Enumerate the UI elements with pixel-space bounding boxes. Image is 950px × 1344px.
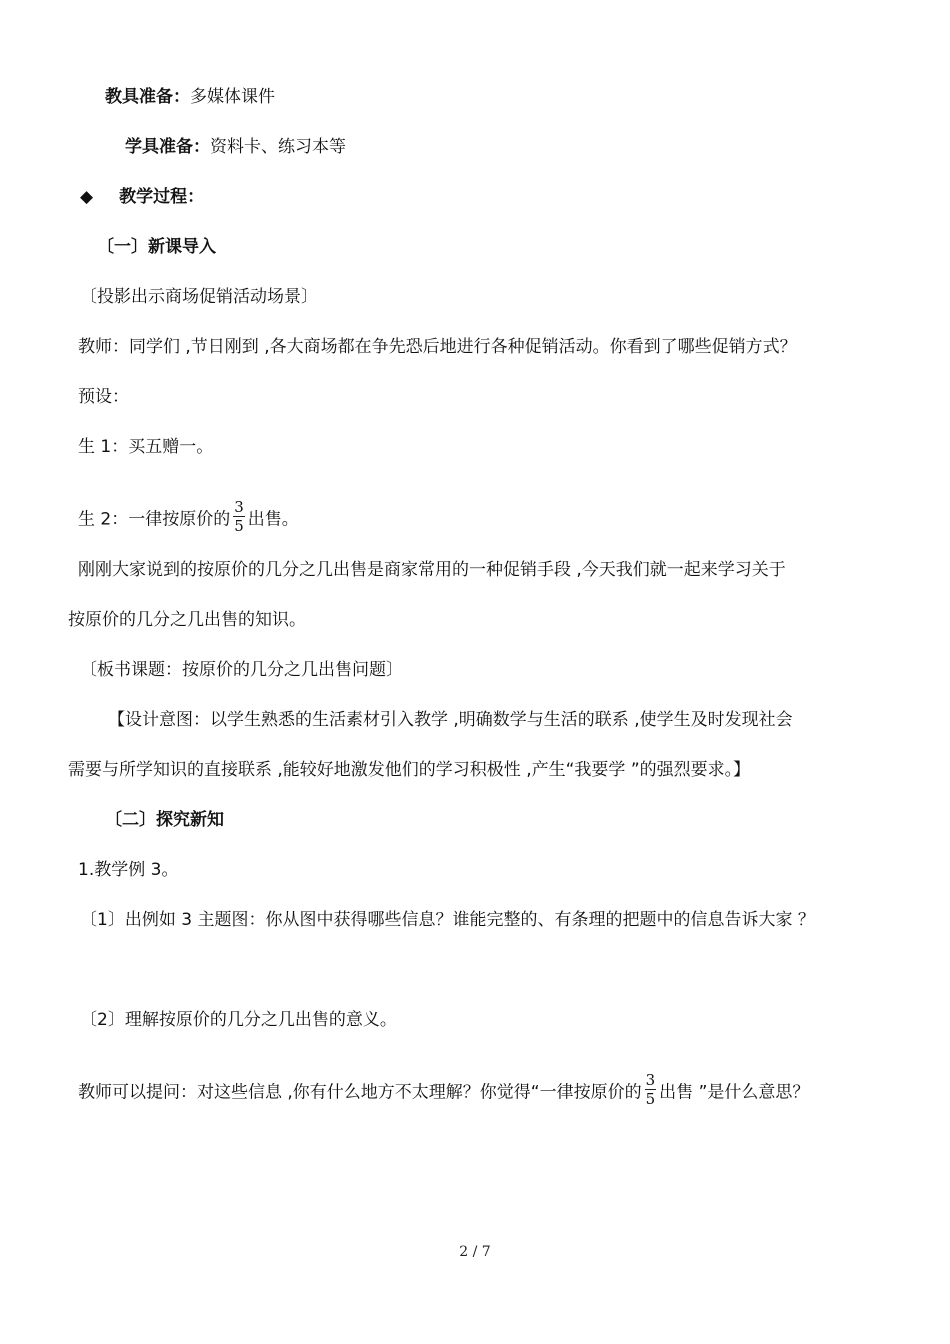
intro-line-2: 按原价的几分之几出售的知识。: [68, 610, 306, 630]
student-aids-line: [125, 135, 346, 159]
teaching-aids-line: [105, 85, 275, 109]
teacher-prompt-suffix: 出售 ”是什么意思？: [659, 1082, 810, 1103]
process-heading-line: [80, 185, 204, 209]
student-aids-value: 资料卡、练习本等: [210, 137, 346, 157]
intro-line-1: 刚刚大家说到的按原价的几分之几出售是商家常用的一种促销手段 ,今天我们就一起来学习关于: [78, 560, 786, 580]
teaching-aids-label: 教具准备：: [105, 87, 190, 107]
example-heading: 1.教学例 3。: [78, 860, 179, 880]
fraction-three-fifths: [233, 498, 245, 535]
fraction-denominator: 5: [234, 517, 244, 535]
student2-answer: [78, 498, 299, 538]
item-1: 〔1〕出例如 3 主题图：你从图中获得哪些信息？谁能完整的、有条理的把题中的信息告诉大家 ？: [80, 910, 815, 930]
student1-answer: 生 1：买五赠一。: [78, 437, 214, 457]
student-aids-label: 学具准备：: [125, 137, 210, 157]
projection-note: 〔投影出示商场促销活动场景〕: [80, 287, 318, 307]
teacher-prompt: [78, 1071, 810, 1111]
teaching-aids-value: 多媒体课件: [190, 87, 275, 107]
design-intent-line-1: 【设计意图：以学生熟悉的生活素材引入教学 ,明确数学与生活的联系 ,使学生及时发现社会: [108, 710, 793, 730]
teacher-prompt-prefix: 教师可以提问：对这些信息 ,你有什么地方不太理解？你觉得“一律按原价的: [78, 1082, 642, 1103]
page-number: 2 / 7: [459, 1244, 491, 1260]
teacher-question: 教师：同学们 ,节日刚到 ,各大商场都在争先恐后地进行各种促销活动。你看到了哪些促销方式？: [78, 337, 797, 357]
board-title: 〔板书课题：按原价的几分之几出售问题〕: [80, 660, 403, 680]
fraction-numerator: 3: [234, 498, 244, 516]
preset-label: 预设：: [78, 387, 129, 407]
student2-prefix: 生 2：一律按原价的: [78, 509, 231, 530]
design-intent-line-2: 需要与所学知识的直接联系 ,能较好地激发他们的学习积极性 ,产生“我要学 ”的强烈要求。】: [68, 760, 751, 780]
section1-heading: 〔一〕新课导入: [97, 237, 216, 257]
student2-suffix: 出售。: [247, 509, 299, 530]
process-heading: 教学过程：: [119, 187, 205, 207]
fraction-denominator-2: 5: [645, 1090, 656, 1108]
item-2: 〔2〕理解按原价的几分之几出售的意义。: [80, 1010, 397, 1030]
fraction-numerator-2: 3: [645, 1071, 656, 1089]
section2-heading: 〔二〕探究新知: [105, 810, 224, 830]
diamond-bullet-icon: ◆: [80, 187, 94, 207]
fraction-three-fifths-2: [645, 1071, 657, 1108]
